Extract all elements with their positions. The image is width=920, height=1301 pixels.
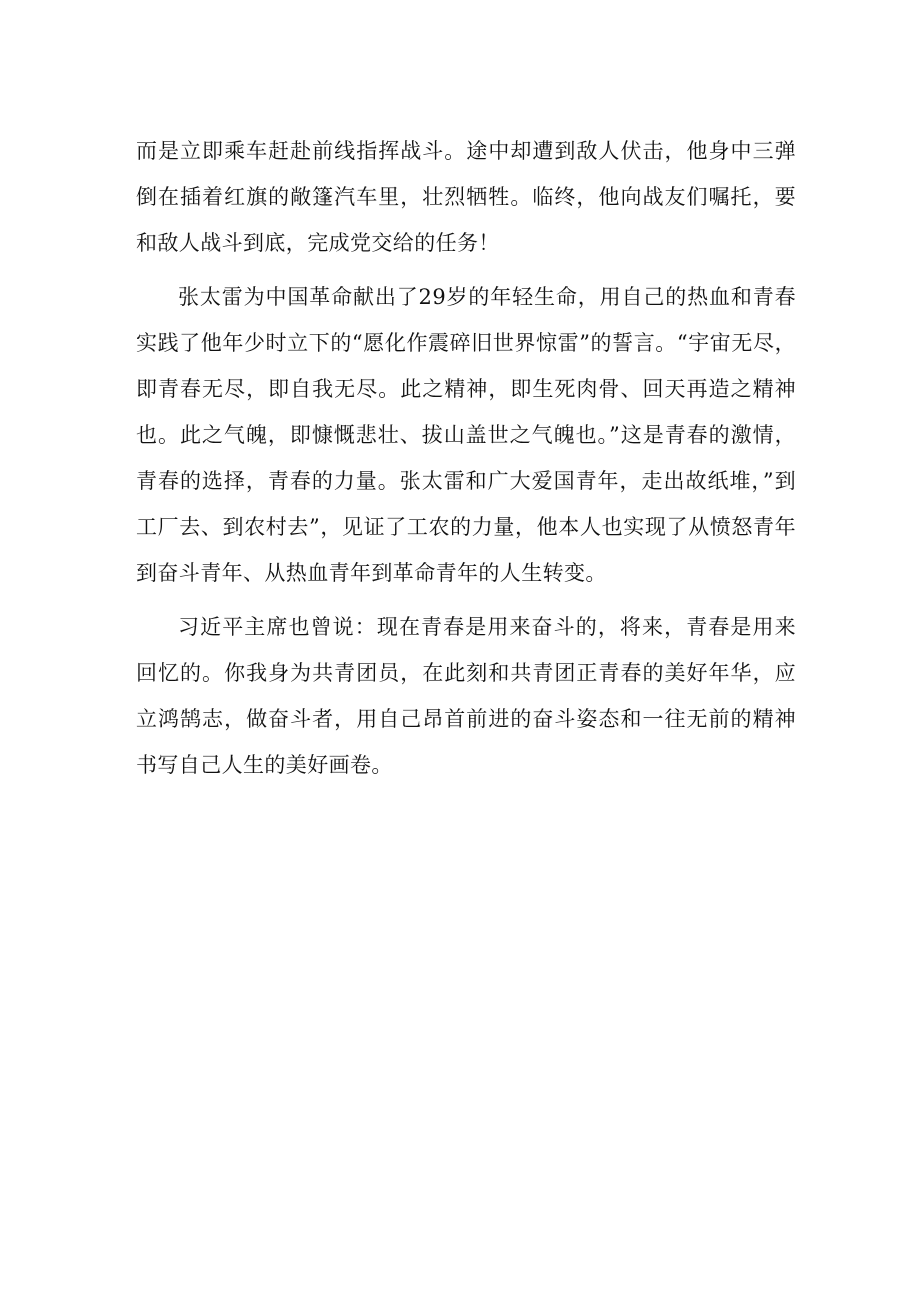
document-body [136,128,796,796]
paragraph-1: 而是立即乘车赶赴前线指挥战斗。途中却遭到敌人伏击，他身中三弹倒在插着红旗的敞篷汽车里，壮烈牺牲。临终，他向战友们嘱托，要和敌人战斗到底，完成党交给的任务！ [136,139,796,255]
paragraph-2: 张太雷为中国革命献出了29岁的年轻生命，用自己的热血和青春实践了他年少时立下的“愿化作震碎旧世界惊雷”的誓言。“宇宙无尽，即青春无尽，即自我无尽。此之精神，即生死肉骨、回天再造之精神也。此之气魄，即慷慨悲壮、拔山盖世之气魄也。”这是青春的激情，青春的选择，青春的力量。张太雷和广大爱国青年，走出故纸堆，”到工厂去、到农村去”，见证了工农的力量，他本人也实现了从愤怒青年到奋斗青年、从热血青年到革命青年的人生转变。 [136,285,796,585]
paragraph-3: 习近平主席也曾说：现在青春是用来奋斗的，将来，青春是用来回忆的。你我身为共青团员，在此刻和共青团正青春的美好年华，应立鸿鹄志，做奋斗者，用自己昂首前进的奋斗姿态和一往无前的精神书写自己人生的美好画卷。 [136,615,796,777]
